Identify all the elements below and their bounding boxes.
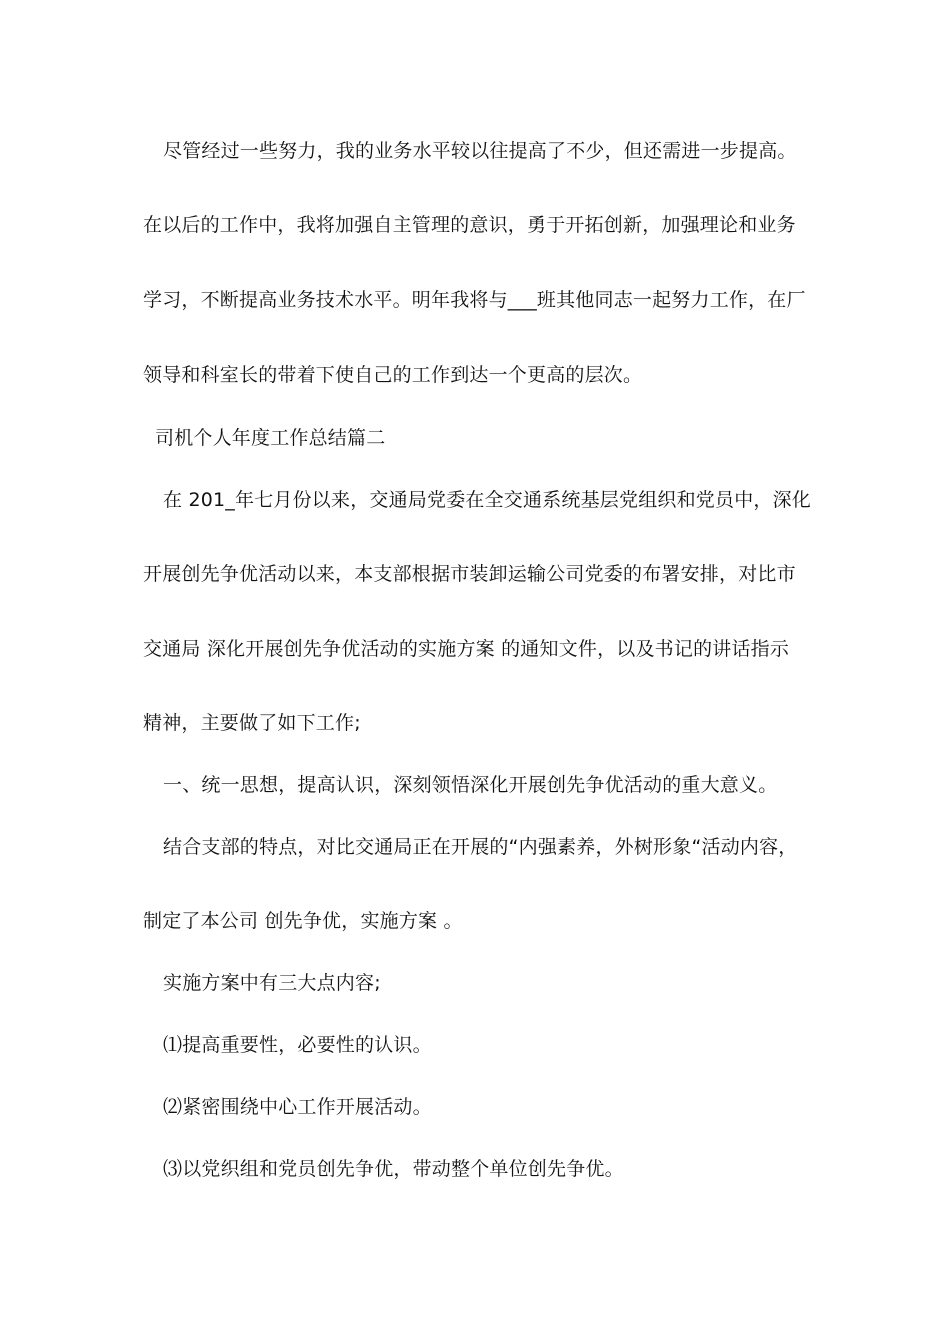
paragraph-line-3: 学习，不断提高业务技术水平。明年我将与___班其他同志一起努力工作，在厂 <box>143 289 806 311</box>
paragraph-line-11: 实施方案中有三大点内容; <box>163 972 381 994</box>
paragraph-line-6: 开展创先争优活动以来，本支部根据市装卸运输公司党委的布署安排，对比市 <box>143 563 796 585</box>
paragraph-line-7: 交通局 深化开展创先争优活动的实施方案 的通知文件，以及书记的讲话指示 <box>143 638 790 660</box>
list-item-1: ⑴提高重要性，必要性的认识。 <box>163 1034 432 1056</box>
section-heading: 司机个人年度工作总结篇二 <box>155 427 386 449</box>
paragraph-line-10: 制定了本公司 创先争优，实施方案 。 <box>143 910 463 932</box>
paragraph-line-2: 在以后的工作中，我将加强自主管理的意识，勇于开拓创新，加强理论和业务 <box>143 214 796 236</box>
paragraph-line-5: 在 201_年七月份以来，交通局党委在全交通系统基层党组织和党员中，深化 <box>163 489 812 511</box>
list-item-3: ⑶以党织组和党员创先争优，带动整个单位创先争优。 <box>163 1158 624 1180</box>
paragraph-line-8: 精神，主要做了如下工作; <box>143 712 361 734</box>
list-heading-1: 一、统一思想，提高认识，深刻领悟深化开展创先争优活动的重大意义。 <box>163 774 778 796</box>
list-item-2: ⑵紧密围绕中心工作开展活动。 <box>163 1096 432 1118</box>
paragraph-line-1: 尽管经过一些努力，我的业务水平较以往提高了不少，但还需进一步提高。 <box>163 140 797 162</box>
paragraph-line-9: 结合支部的特点，对比交通局正在开展的“内强素养，外树形象“活动内容， <box>163 836 798 858</box>
paragraph-line-4: 领导和科室长的带着下使自己的工作到达一个更高的层次。 <box>143 364 643 386</box>
